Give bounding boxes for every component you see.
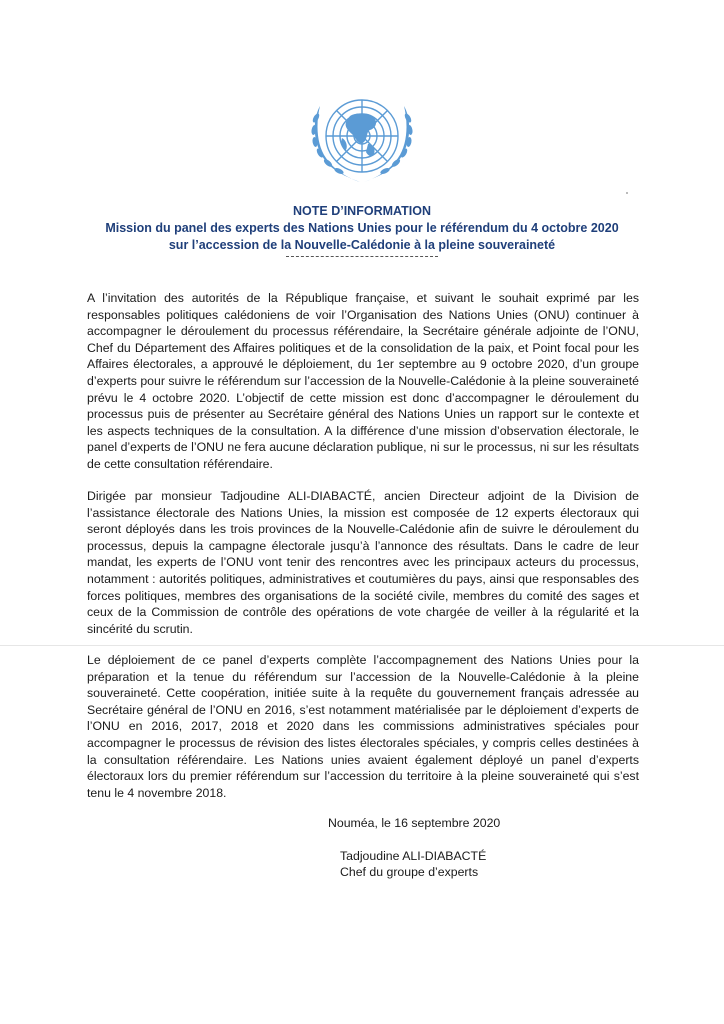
paragraph-mission-intro: A l’invitation des autorités de la République française, et suivant le souhait exprimé par les responsables politiques calédoniens de voir l’Organisation des Nations Unies (ONU) continuer à accompagner le déroulement du processus référendaire, la Secrétaire générale adjointe de l’ONU, Chef du Département des Affaires politiques et de la consolidation de la paix, et Point focal pour les Affaires électorales, a approuvé le déploiement, du 1er septembre au 9 octobre 2020, d’un groupe d’experts pour suivre le référendum sur l’accession de la Nouvelle-Calédonie à la pleine souveraineté prévu le 4 octobre 2020. L’objectif de cette mission est donc d’accompagner le déroulement du processus puis de présenter au Secrétaire général des Nations Unies un rapport sur le contexte et les aspects techniques de la consultation. A la différence d’une mission d’observation électorale, le panel d’experts de l’ONU ne fera aucune déclaration publique, ni sur le processus, ni sur les résultats de cette consultation référendaire.: [87, 291, 639, 471]
signatory-name: Tadjoudine ALI-DIABACTÉ: [340, 849, 487, 863]
document-subtitle-line-1: Mission du panel des experts des Nations Unies pour le référendum du 4 octobre 2020: [105, 221, 619, 235]
document-subtitle-line-2: sur l’accession de la Nouvelle-Calédonie à la pleine souveraineté: [168, 238, 556, 252]
scan-speck: [626, 192, 628, 194]
paragraph-cooperation-history: Le déploiement de ce panel d’experts complète l’accompagnement des Nations Unies pour la préparation et la tenue du référendum sur l’accession de la Nouvelle-Calédonie à la pleine souveraineté. Cette coopération, initiée suite à la requête du gouvernement français adressée au Secrétaire général de l’ONU en 2016, s’est notamment matérialisée par le déploiement d’experts de l’ONU en 2016, 2017, 2018 et 2020 dans les commissions administratives spéciales pour accompagner le processus de révision des listes électorales spéciales, y compris celles destinées à la consultation référendaire. Les Nations unies avaient également déployé un panel d’experts électoraux lors du premier référendum sur l’accession du territoire à la pleine souveraineté qui s’est tenu le 4 novembre 2018.: [87, 653, 639, 800]
title-divider: [286, 256, 438, 257]
document-title: NOTE D’INFORMATION: [293, 204, 431, 218]
scan-fold-line: [0, 645, 724, 646]
signatory-role: Chef du groupe d’experts: [340, 865, 479, 879]
place-date: Nouméa, le 16 septembre 2020: [328, 816, 501, 830]
paragraph-mission-composition: Dirigée par monsieur Tadjoudine ALI-DIABACTÉ, ancien Directeur adjoint de la Division de l’assistance électorale des Nations Unies, la mission est composée de 12 experts électoraux qui seront déployés dans les trois provinces de la Nouvelle-Calédonie afin de suivre le déroulement du processus, depuis la campagne électorale jusqu’à l’annonce des résultats. Dans le cadre de leur mandat, les experts de l’ONU vont tenir des rencontres avec les principaux acteurs du processus, notamment : autorités politiques, administratives et coutumières du pays, ainsi que responsables des forces politiques, membres des organisations de la société civile, membres du comité des sages et ceux de la Commission de contrôle des opérations de vote chargée de veiller à la régularité et la sincérité du scrutin.: [87, 489, 639, 636]
un-emblem-icon: [298, 86, 426, 196]
